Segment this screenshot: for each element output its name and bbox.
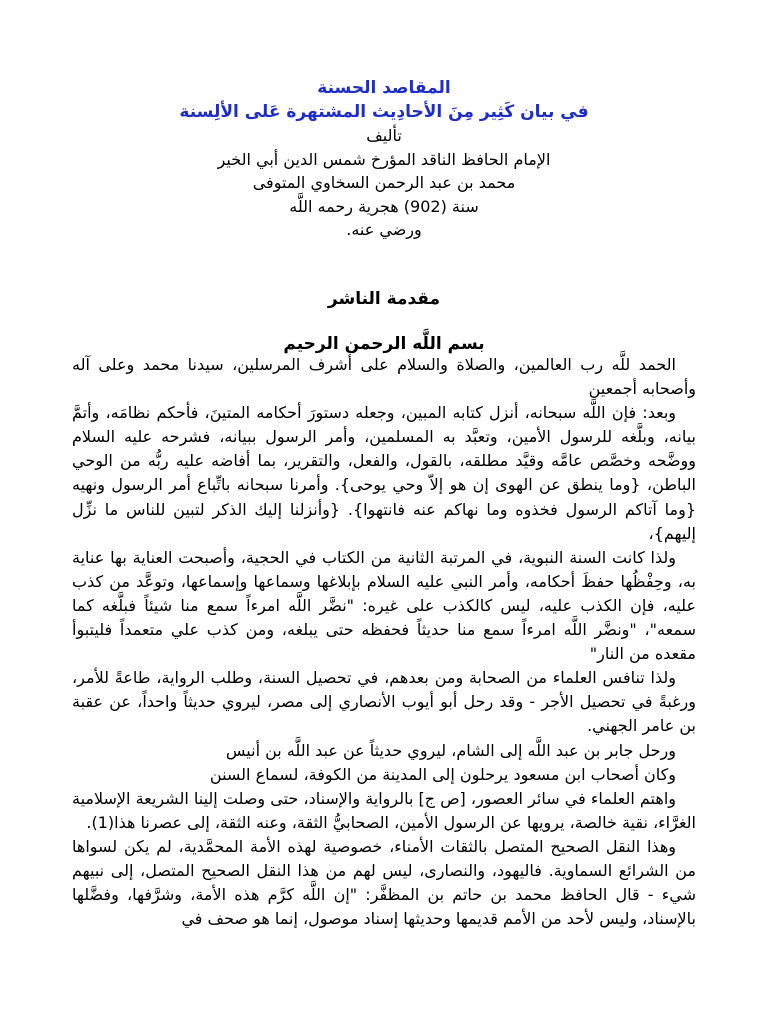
title-block [0,76,768,242]
paragraph: وبعد: فإن اللَّه سبحانه، أنزل كتابه المبين، وجعله دستورَ أحكامه المتينَ، فأحكم نظامَه، وأتمَّ بيانه، وبلَّغه للرسول الأمين، وتعبَّد به المسلمين، وأمر الرسول ببيانه، فشرحه عليه السلام ووضَّحه وخصَّص عامَّه وقيَّد مطلقه، بالقول، والفعل، والتقرير، بما أفاضه عليه ربُّه من الوحي الباطن، {وما ينطق عن الهوى إن هو إلاّ وحي يوحى}. وأمرنا سبحانه باتِّباع أمر الرسول ونهيه {وما آتاكم الرسول فخذوه وما نهاكم عنه فانتهوا}. {وأنزلنا إليك الذكر لتبين للناس ما نزِّل إليهم}، [72,403,696,543]
paragraph: الحمد للَّه رب العالمين، والصلاة والسلام على أشرف المرسلين، سيدنا محمد وعلى آله وأصحابه أجمعين [72,355,696,399]
author-line-2: محمد بن عبد الرحمن السخاوي المتوفى [252,173,516,192]
author-label: تأليف [366,126,402,145]
book-subtitle: في بيان كَثِير مِنَ الأحادِيث المشتهرة عَلى الألِسنة [179,102,589,122]
book-title: المقاصد الحسنة [317,78,451,98]
paragraph: واهتم العلماء في سائر العصور، [ص ج] بالرواية والإسناد، حتى وصلت إلينا الشريعة الإسلامية الغرَّاء، نقية خالصة، يرويها عن الرسول الأمين، الصحابيُّ الثقة، وعنه الثقة، إلى عصرنا هذا(1). [72,788,696,832]
basmala: بسم اللَّه الرحمن الرحيم [283,334,485,354]
author-line-1: الإمام الحافظ الناقد المؤرخ شمس الدين أبي الخير [217,149,551,169]
blessing: ورضي عنه. [346,220,422,239]
paragraph: ولذا كانت السنة النبوية، في المرتبة الثانية من الكتاب في الحجية، وأصبحت العناية بها عناية به، وحِفْظُها حفظَ أحكامه، وأمر النبي عليه السلام بإبلاغها وسماعها وإسماعها، وتوعَّد من كذب عليه، فإن الكذب عليه، ليس كالكذب على غيره: "نضَّر اللَّه امرءاً سمع منا شيئاً فبلَّغه كما سمعه"، "ونضَّر اللَّه امرءاً سمع منا حديثاً فحفظه حتى يبلغه، ومن كذب علي متعمداً فليتبوأ مقعده من النار" [72,547,696,664]
paragraph: وهذا النقل الصحيح المتصل بالثقات الأمناء، خصوصية لهذه الأمة المحمَّدية، لم يكن لسواها من الشرائع السماوية. فاليهود، والنصارى، ليس لهم من هذا النقل الصحيح المتصل، إلى نبيهم شيء - قال الحافظ محمد بن حاتم بن المظفَّر: "إن اللَّه كرَّم هذه الأمة، وشرَّفها، وفضَّلها بالإسناد، وليس لأحد من الأمم قديمها وحديثها إسناد موصول، إنما هو صحف في [72,836,696,929]
death-year: سنة (902) هجرية رحمه اللَّه [289,196,479,216]
body-text [72,353,696,931]
section-heading: مقدمة الناشر [327,289,441,309]
paragraph: ولذا تنافس العلماء من الصحابة ومن بعدهم، في تحصيل السنة، وطلب الرواية، طاعةً للأمر، ورغبةً في تحصيل الأجر - وقد رحل أبو أيوب الأنصاري إلى مصر، ليروي حديثاً واحداً، عن عقبة بن عامر الجهني. [72,668,696,736]
paragraph: ورحل جابر بن عبد اللَّه إلى الشام، ليروي حديثاً عن عبد اللَّه بن أنيس [225,740,676,760]
paragraph: وكان أصحاب ابن مسعود يرحلون إلى المدينة من الكوفة، لسماع السنن [209,764,676,784]
